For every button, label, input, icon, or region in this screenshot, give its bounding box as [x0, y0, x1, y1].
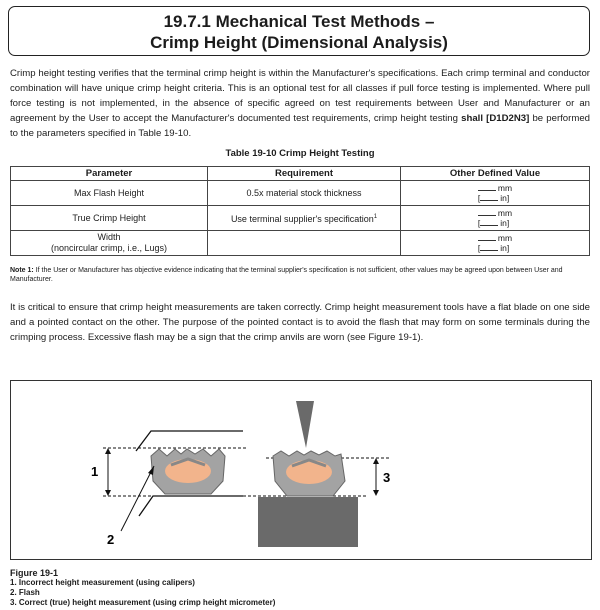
figure-item: 2. Flash	[10, 588, 40, 597]
table-caption: Table 19-10 Crimp Height Testing	[225, 148, 375, 159]
unit-mm: mm	[497, 232, 513, 243]
figure-title: Figure 19-1	[10, 568, 59, 578]
cell-other-value	[401, 181, 590, 206]
requirement-text: 0.5x material stock thickness	[246, 187, 362, 198]
unit-in: in]	[500, 217, 510, 228]
blank-line	[478, 208, 496, 216]
header-other-value: Other Defined Value	[401, 167, 590, 181]
section-title-line1: 19.7.1 Mechanical Test Methods –	[163, 12, 435, 31]
bracket: [	[477, 242, 481, 253]
table-row	[11, 181, 590, 206]
body-paragraph: It is critical to ensure that crimp height measurements are taken correctly. Crimp height measurement tools have a flat blade on one side and a pointed contact on the other. The purpose of the pointed contact is to avoid the flash that may form on some terminals during the crimping process. Excessive flash may be a sign that the crimp anvils are worn (see Figure 19-1).	[10, 302, 590, 343]
cell-requirement	[208, 206, 401, 231]
bracket: [	[477, 192, 481, 203]
table-row	[11, 231, 590, 256]
cell-other-value	[401, 206, 590, 231]
header-parameter: Parameter	[11, 167, 208, 181]
section-title-box	[8, 6, 590, 56]
parameter-subtext: (noncircular crimp, i.e., Lugs)	[50, 243, 168, 253]
table-note	[10, 266, 590, 284]
callout-1: 1	[91, 464, 99, 479]
other-value-field	[478, 183, 512, 203]
cell-requirement	[208, 231, 401, 256]
cell-parameter	[11, 206, 208, 231]
right-crimp-conductor	[286, 460, 332, 484]
intro-paragraph	[10, 66, 590, 141]
figure-item: 3. Correct (true) height measurement (using crimp height micrometer)	[10, 598, 276, 607]
intro-text: Crimp height testing verifies that the terminal crimp height is within the Manufacturer's specifications. Each crimp terminal and conductor combination will have unique crimp height criteria. This is an optional test for all classes if pull force testing is implemented. Where pull force testing is not implemented, in the absence of specific agreed on test requirements between User and Manufacturer or an agreement by the User to accept the Manufacturer's documented test requirements, crimp height testing	[10, 68, 590, 124]
dimension-1-arrow-top	[105, 448, 111, 454]
unit-in: in]	[500, 242, 510, 253]
parameter-text: Max Flash Height	[73, 187, 145, 198]
intro-text-end: be performed to the parameters specified in Table 19-10.	[10, 113, 590, 139]
blank-line	[477, 217, 498, 228]
cell-parameter	[11, 231, 208, 256]
dimension-3-arrow-bottom	[373, 490, 379, 496]
blank-line	[478, 233, 496, 241]
callout-3: 3	[383, 470, 391, 485]
unit-in: in]	[500, 192, 510, 203]
figure-caption	[10, 568, 275, 608]
cell-parameter	[11, 181, 208, 206]
table-row	[11, 206, 590, 231]
other-value-field	[478, 233, 512, 253]
dimension-3-arrow-top	[373, 458, 379, 464]
blank-line	[477, 192, 498, 203]
blank-line	[477, 242, 498, 253]
micrometer-flat-blade	[258, 497, 358, 547]
note-text: If the User or Manufacturer has objective evidence indicating that the terminal supplier's specification is not sufficient, other values may be agreed upon between User and Manufacturer.	[10, 267, 563, 283]
crimp-height-diagram	[11, 381, 591, 559]
callout-2: 2	[107, 532, 115, 547]
cell-requirement	[208, 181, 401, 206]
header-requirement: Requirement	[208, 167, 401, 181]
figure-illustration	[10, 380, 592, 560]
callout-2-arrow	[148, 466, 154, 475]
unit-mm: mm	[497, 182, 513, 193]
parameter-text: Width	[97, 232, 121, 242]
parameter-text: True Crimp Height	[72, 212, 146, 223]
crimp-height-table	[10, 166, 590, 256]
left-crimp-conductor	[165, 459, 211, 483]
figure-item: 1. Incorrect height measurement (using calipers)	[10, 578, 195, 587]
dimension-1-arrow-bottom	[105, 490, 111, 496]
micrometer-pointed-contact	[296, 401, 314, 448]
section-title-line2: Crimp Height (Dimensional Analysis)	[150, 33, 448, 52]
blank-line	[478, 183, 496, 191]
unit-mm: mm	[497, 207, 513, 218]
callout-2-leader	[121, 466, 154, 531]
other-value-field	[478, 208, 512, 228]
footnote-ref: 1	[373, 213, 378, 220]
bracket: [	[477, 217, 481, 228]
cell-other-value	[401, 231, 590, 256]
intro-requirement-bold: shall [D1D2N3]	[461, 113, 530, 124]
caliper-lower-jaw	[139, 496, 243, 516]
note-label: Note 1:	[10, 267, 34, 274]
requirement-text: Use terminal supplier's specification	[230, 213, 374, 224]
table-header-row	[11, 167, 590, 181]
